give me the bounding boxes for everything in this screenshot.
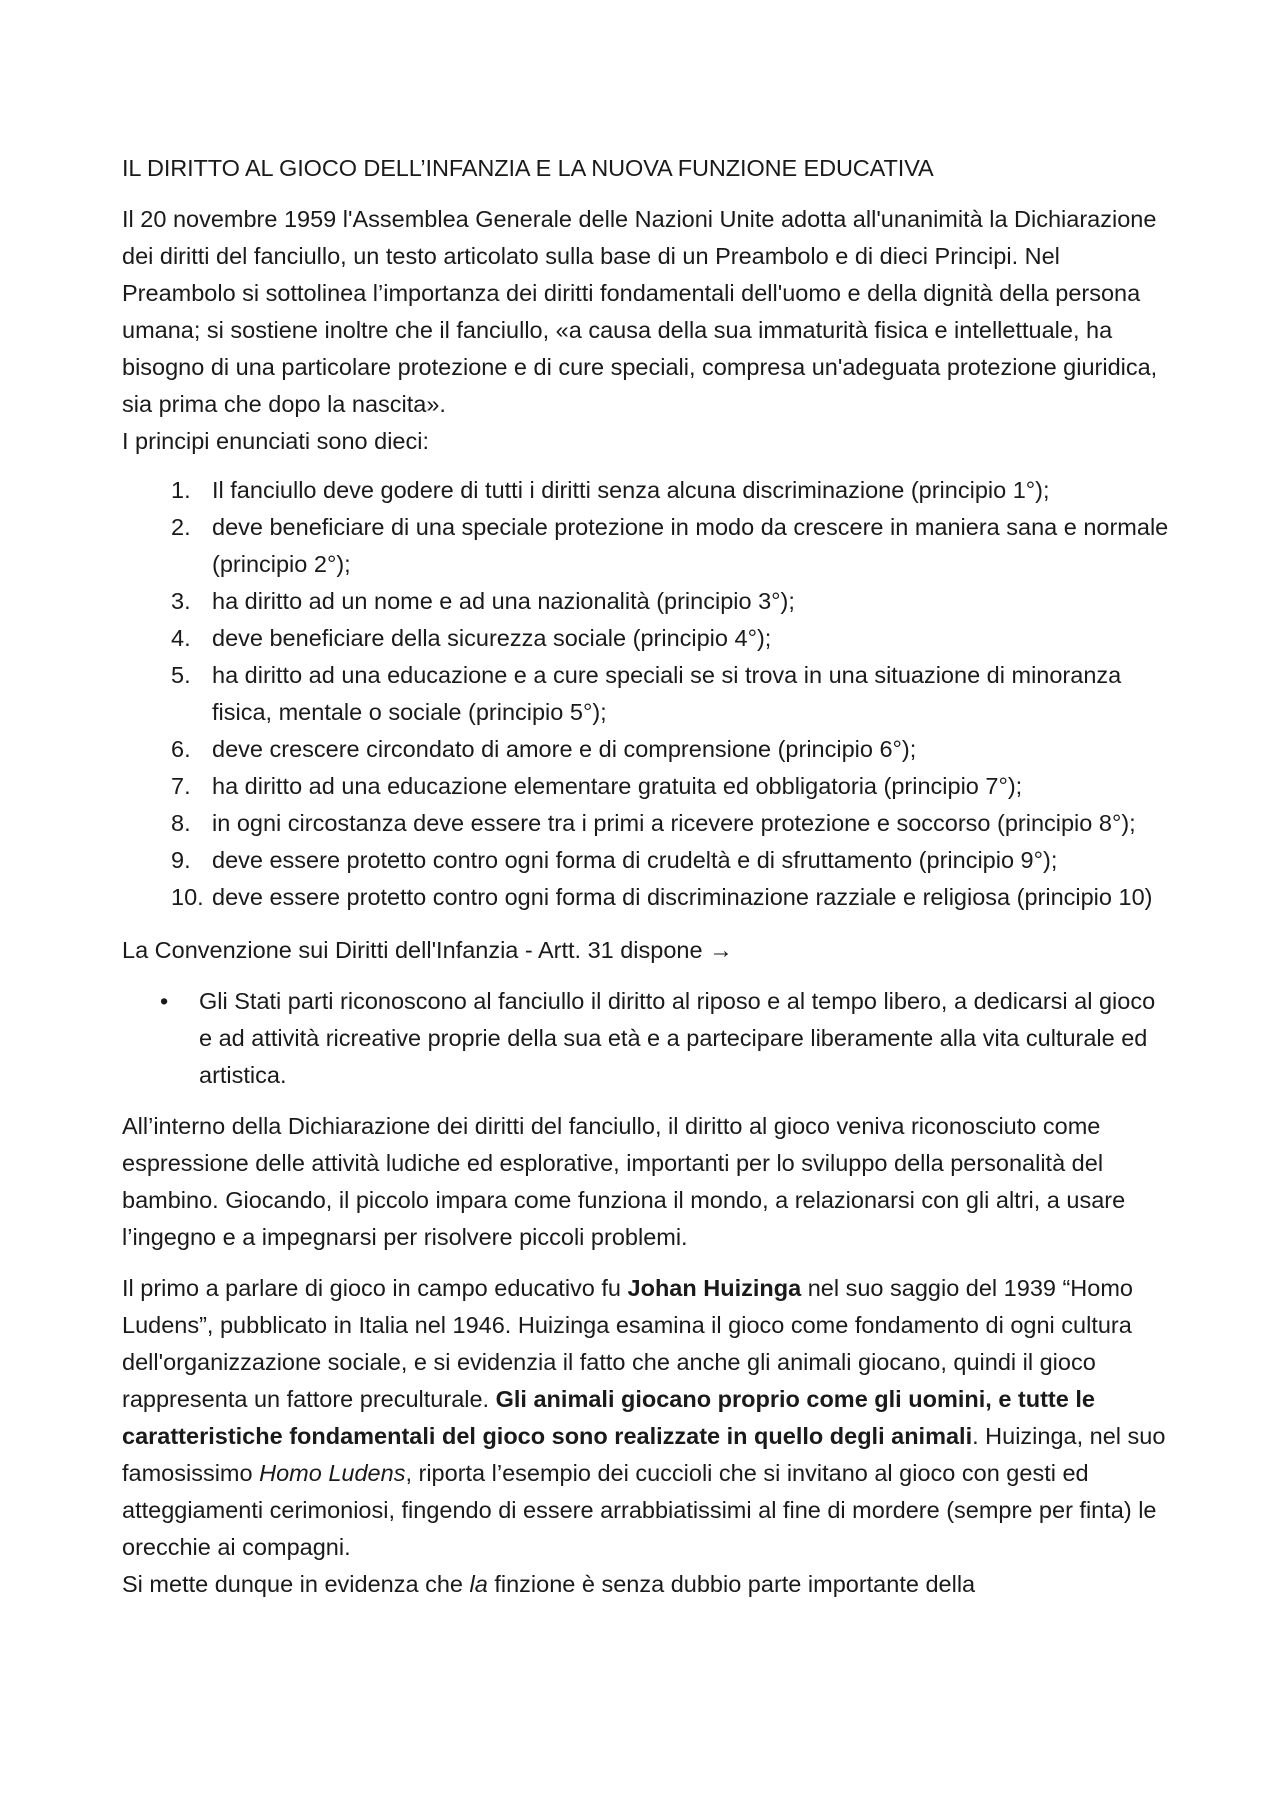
huizinga-paragraph: Il primo a parlare di gioco in campo educativo fu Johan Huizinga nel suo saggio del 1939 “Homo Ludens”, pubblicato in Italia nel 1946. Huizinga esamina il gioco come fondamento di ogni cultura dell'organizzazione sociale, e si evidenzia il fatto che anche gli animali giocano, quindi il gioco rappresenta un fattore preculturale. Gli animali giocano proprio come gli uomini, e tutte le caratteristiche fondamentali del gioco sono realizzate in quello degli animali. Huizinga, nel suo famosissimo Homo Ludens, riporta l’esempio dei cuccioli che si invitano al gioco con gesti ed atteggiamenti cerimoniosi, fingendo di essere arrabbiatissimi al fine di mordere (sempre per finta) le orecchie ai compagni. [122,1275,1166,1560]
bullet-icon: • [160,988,169,1014]
list-item: 6. deve crescere circondato di amore e di comprensione (principio 6°); [171,736,917,762]
principles-intro: I principi enunciati sono dieci: [122,428,429,454]
list-item: 7. ha diritto ad una educazione elementare gratuita ed obbligatoria (principio 7°); [171,773,1023,799]
list-item: 2. deve beneficiare di una speciale protezione in modo da crescere in maniera sana e normale (principio 2°); [171,514,1169,577]
intro-paragraph: Il 20 novembre 1959 l'Assemblea Generale delle Nazioni Unite adotta all'unanimità la Dichiarazione dei diritti del fanciullo, un testo articolato sulla base di un Preambolo e di dieci Principi. Nel Preambolo si sottolinea l’importanza dei diritti fondamentali dell'uomo e della dignità della persona umana; si sostiene inoltre che il fanciullo, «a causa della sua immaturità fisica e intellettuale, ha bisogno di una particolare protezione e di cure speciali, compresa un'adeguata protezione giuridica, sia prima che dopo la nascita». [122,206,1158,417]
list-item: 3. ha diritto ad un nome e ad una nazionalità (principio 3°); [171,588,795,614]
list-item: 8. in ogni circostanza deve essere tra i primi a ricevere protezione e soccorso (principio 8°); [171,810,1136,836]
last-paragraph: Si mette dunque in evidenza che la finzione è senza dubbio parte importante della [122,1571,976,1597]
convention-bullet-list [122,983,1172,1094]
list-item: 1. Il fanciullo deve godere di tutti i diritti senza alcuna discriminazione (principio 1°); [171,477,1050,503]
list-item: 9. deve essere protetto contro ogni forma di crudeltà e di sfruttamento (principio 9°); [171,847,1058,873]
principles-list [122,472,1172,916]
document-title: IL DIRITTO AL GIOCO DELL’INFANZIA E LA NUOVA FUNZIONE EDUCATIVA [122,155,934,181]
document-page [122,150,1172,1603]
list-item: • Gli Stati parti riconoscono al fanciullo il diritto al riposo e al tempo libero, a dedicarsi al gioco e ad attività ricreative proprie della sua età e a partecipare liberamente alla vita culturale ed artistica. [122,983,1172,1094]
list-item: 5. ha diritto ad una educazione e a cure speciali se si trova in una situazione di minoranza fisica, mentale o sociale (principio 5°); [171,662,1122,725]
list-item: 10. deve essere protetto contro ogni forma di discriminazione razziale e religiosa (principio 10) [171,884,1153,910]
convention-line: La Convenzione sui Diritti dell'Infanzia - Artt. 31 dispone → [122,937,733,963]
play-paragraph: All’interno della Dichiarazione dei diritti del fanciullo, il diritto al gioco veniva riconosciuto come espressione delle attività ludiche ed esplorative, importanti per lo sviluppo della personalità del bambino. Giocando, il piccolo impara come funziona il mondo, a relazionarsi con gli altri, a usare l’ingegno e a impegnarsi per risolvere piccoli problemi. [122,1113,1126,1250]
list-item: 4. deve beneficiare della sicurezza sociale (principio 4°); [171,625,772,651]
